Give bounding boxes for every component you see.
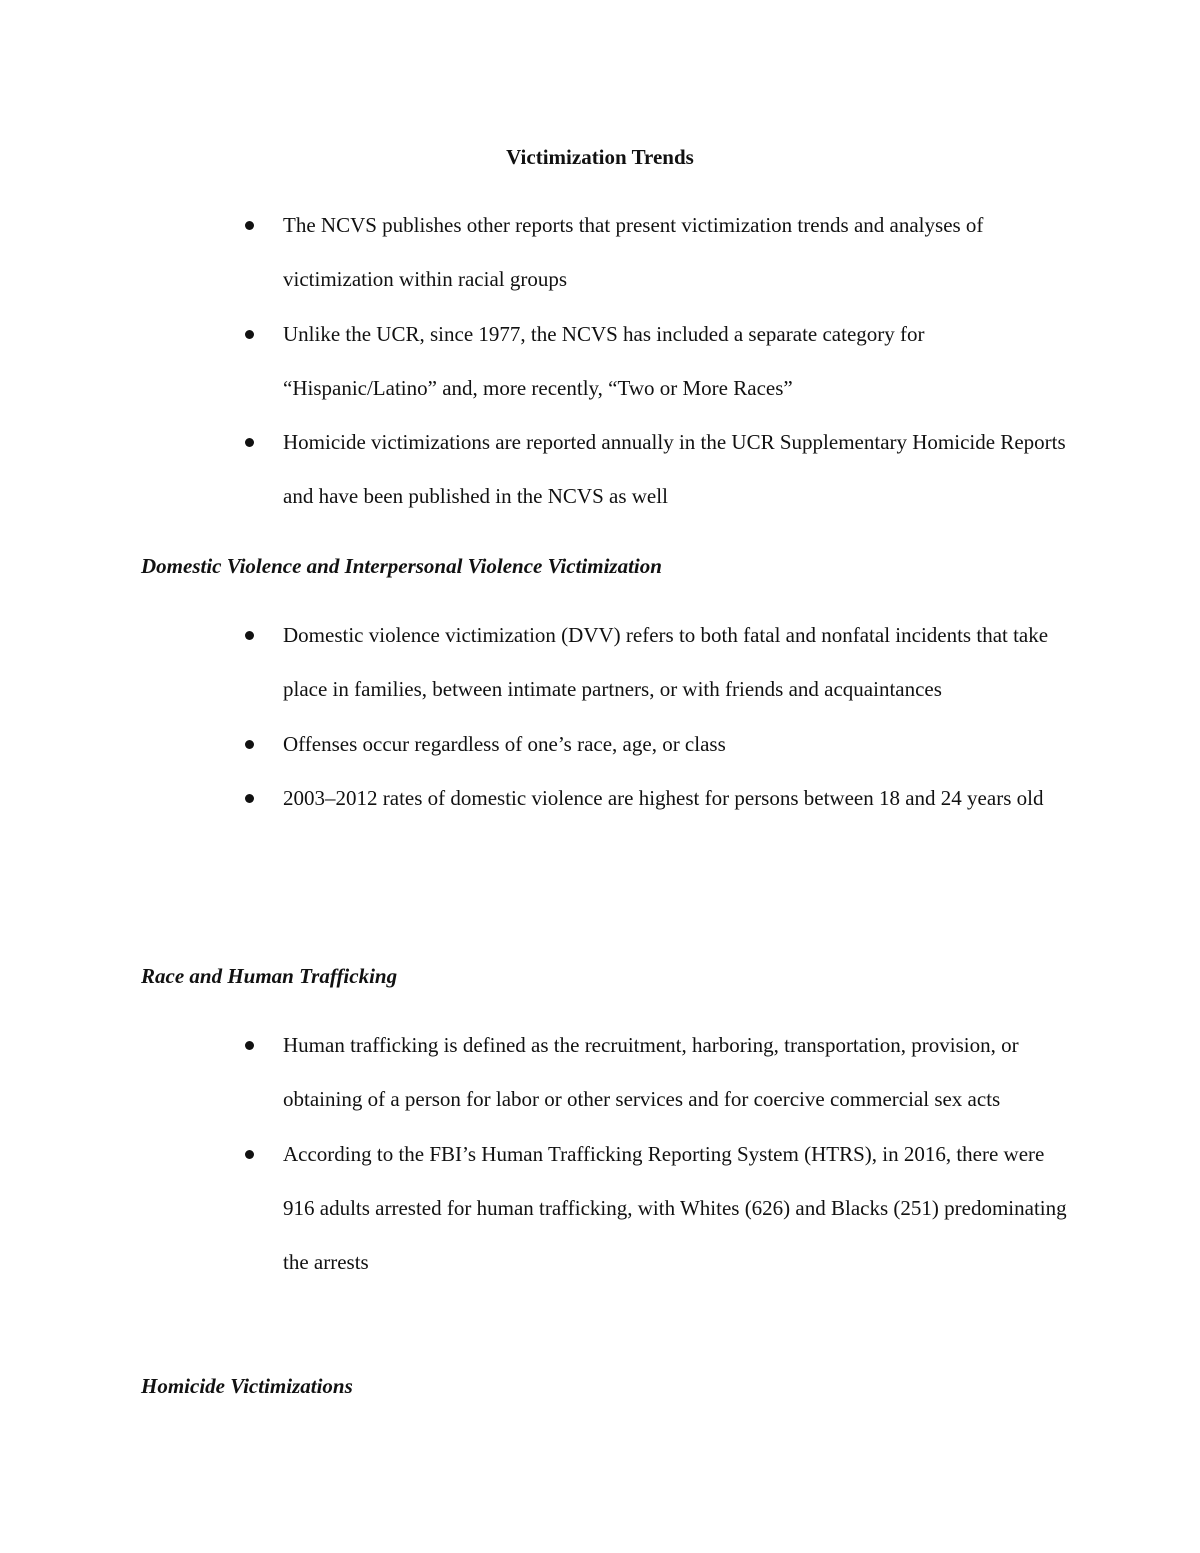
- list-item: [0, 1018, 1200, 1127]
- bullet-text: Homicide victimizations are reported annually in the UCR Supplementary Homicide Reports and have been published in the NCVS as well: [283, 430, 1066, 509]
- section-heading-homicide: Homicide Victimizations: [141, 1374, 353, 1398]
- list-item: [0, 415, 1200, 524]
- intro-bullet-list: [0, 198, 1200, 524]
- bullet-text: Human trafficking is defined as the recruitment, harboring, transportation, provision, or obtaining of a person for labor or other services and for coercive commercial sex acts: [283, 1033, 1019, 1112]
- bullet-dot-icon: [245, 221, 254, 230]
- list-item: [0, 717, 1200, 771]
- bullet-text: The NCVS publishes other reports that present victimization trends and analyses of victimization within racial groups: [283, 213, 984, 292]
- bullet-dot-icon: [245, 1041, 254, 1050]
- list-item: [0, 608, 1200, 717]
- bullet-dot-icon: [245, 330, 254, 339]
- list-item: [0, 771, 1200, 825]
- bullet-text: Domestic violence victimization (DVV) refers to both fatal and nonfatal incidents that take place in families, between intimate partners, or with friends and acquaintances: [283, 623, 1049, 702]
- domestic-violence-bullet-list: [0, 608, 1200, 825]
- human-trafficking-bullet-list: [0, 1018, 1200, 1289]
- list-item: [0, 198, 1200, 307]
- bullet-text: Unlike the UCR, since 1977, the NCVS has included a separate category for “Hispanic/Latino” and, more recently, “Two or More Races”: [283, 321, 925, 400]
- bullet-dot-icon: [245, 794, 254, 803]
- bullet-dot-icon: [245, 438, 254, 447]
- section-heading-domestic-violence: Domestic Violence and Interpersonal Violence Victimization: [141, 554, 662, 578]
- bullet-dot-icon: [245, 1150, 254, 1159]
- list-item: [0, 1127, 1200, 1290]
- bullet-dot-icon: [245, 740, 254, 749]
- page-title: Victimization Trends: [506, 145, 694, 169]
- section-heading-human-trafficking: Race and Human Trafficking: [141, 964, 398, 988]
- bullet-text: 2003–2012 rates of domestic violence are highest for persons between 18 and 24 years old: [283, 785, 1044, 810]
- bullet-dot-icon: [245, 631, 254, 640]
- bullet-text: Offenses occur regardless of one’s race, age, or class: [283, 731, 726, 756]
- bullet-text: According to the FBI’s Human Trafficking Reporting System (HTRS), in 2016, there were 916 adults arrested for human trafficking, with Whites (626) and Blacks (251) predominating the arrests: [283, 1141, 1067, 1275]
- list-item: [0, 307, 1200, 416]
